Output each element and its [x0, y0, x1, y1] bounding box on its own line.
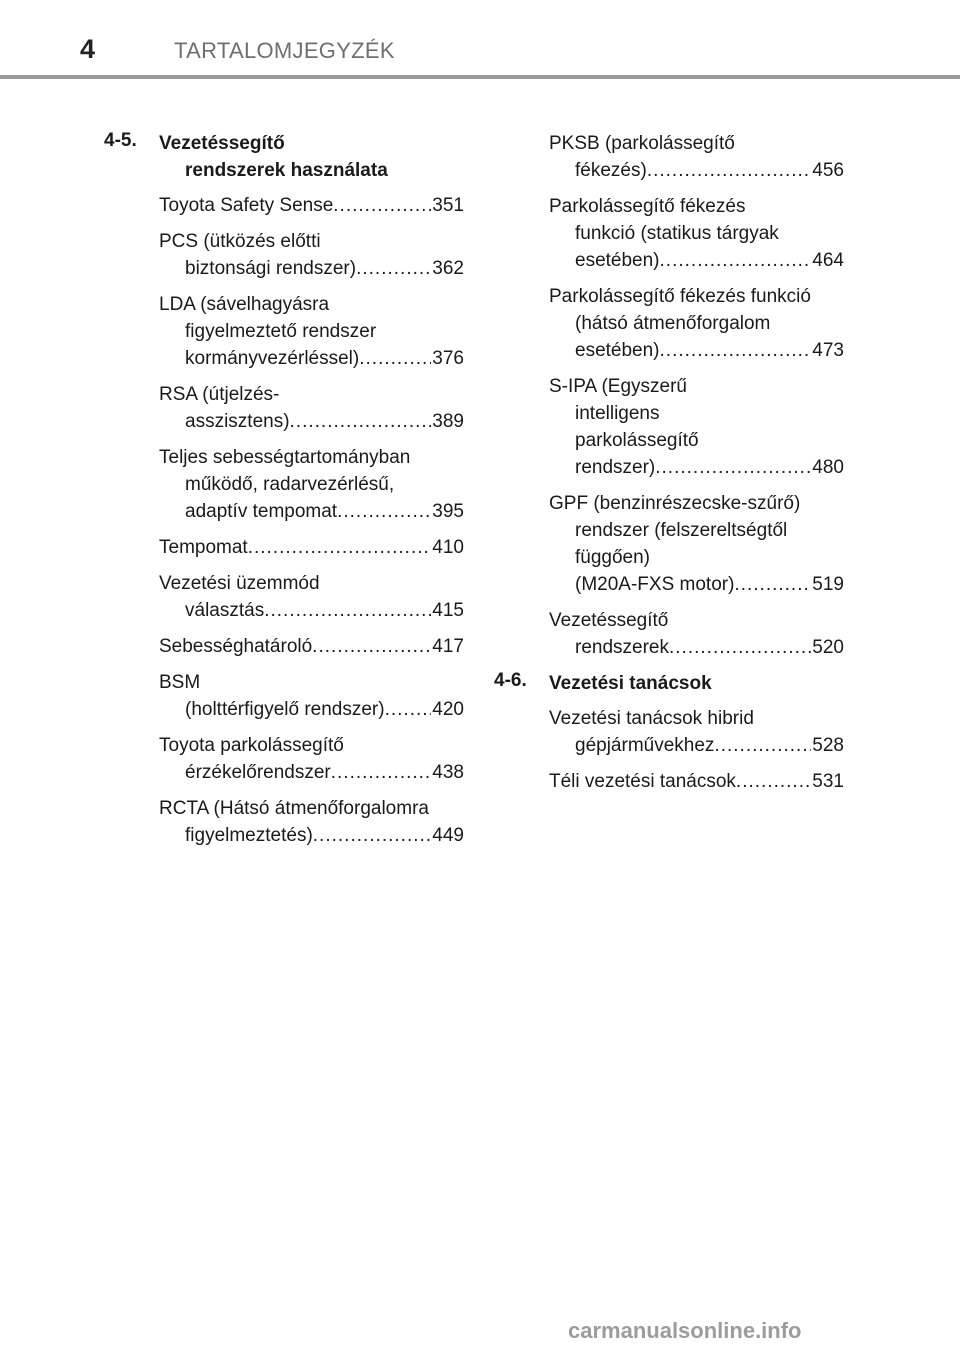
- dot-leader: [647, 157, 811, 184]
- toc-entry[interactable]: [159, 444, 464, 525]
- toc-entry-text: rendszer): [575, 457, 656, 478]
- dot-leader: [248, 534, 432, 561]
- toc-entry[interactable]: [549, 373, 844, 481]
- toc-entry[interactable]: [159, 381, 464, 435]
- toc-entry[interactable]: [159, 795, 464, 849]
- toc-page-number: 410: [432, 537, 464, 558]
- toc-page-number: 395: [432, 501, 464, 522]
- toc-entry[interactable]: [159, 228, 464, 282]
- toc-entry-text: Sebességhatároló: [159, 636, 313, 657]
- toc-page-number: 389: [432, 411, 464, 432]
- toc-entry-text: PCS (ütközés előtti: [159, 231, 321, 252]
- dot-leader: [385, 696, 432, 723]
- toc-entry-text: Teljes sebességtartományban: [159, 447, 411, 468]
- toc-entry-text: LDA (sávelhagyásra: [159, 294, 330, 315]
- toc-entry-text: asszisztens): [185, 411, 290, 432]
- dot-leader: [734, 571, 811, 598]
- dot-leader: [660, 337, 812, 364]
- toc-entry-text: S-IPA (Egyszerű: [549, 376, 687, 397]
- toc-entry-last-line: [159, 597, 464, 624]
- dot-leader: [264, 597, 431, 624]
- section-title: [159, 130, 399, 184]
- toc-entry-text: rendszerek: [575, 637, 669, 658]
- dot-leader: [331, 759, 432, 786]
- toc-entry-text: függően): [575, 547, 651, 568]
- toc-page-number: 417: [432, 636, 464, 657]
- toc-left-column: [104, 130, 464, 861]
- toc-entry-last-line: [549, 571, 844, 598]
- toc-page-number: 449: [432, 825, 464, 846]
- toc-entry-last-line: [549, 337, 844, 364]
- toc-entry-text: esetében): [575, 340, 660, 361]
- toc-section-4-6: [494, 670, 844, 795]
- dot-leader: [736, 768, 811, 795]
- section-title: [549, 670, 789, 697]
- toc-page-number: 480: [812, 457, 844, 478]
- toc-entry[interactable]: [549, 283, 844, 364]
- toc-entry[interactable]: [549, 705, 844, 759]
- toc-entry-last-line: [159, 255, 464, 282]
- toc-entry-last-line: [159, 534, 464, 561]
- toc-page-number: 456: [812, 160, 844, 181]
- toc-entry-text: Téli vezetési tanácsok: [549, 771, 736, 792]
- toc-entry-text: érzékelőrendszer: [185, 762, 331, 783]
- toc-entry[interactable]: [159, 669, 464, 723]
- toc-entry-last-line: [549, 768, 844, 795]
- toc-entry-text: Tempomat: [159, 537, 248, 558]
- dot-leader: [313, 822, 432, 849]
- toc-entry-text: (holttérfigyelő rendszer): [185, 699, 385, 720]
- toc-entry-text: GPF (benzinrészecske-szűrő): [549, 493, 801, 514]
- toc-page-number: 531: [812, 771, 844, 792]
- toc-entry-list: [549, 705, 844, 795]
- header-title: TARTALOMJEGYZÉK: [174, 38, 395, 63]
- dot-leader: [333, 192, 431, 219]
- toc-entry-text: esetében): [575, 250, 660, 271]
- toc-entry-text: rendszer (felszereltségtől: [575, 520, 788, 541]
- toc-entry-text: figyelmeztető rendszer: [185, 321, 377, 342]
- toc-entry-last-line: [549, 454, 844, 481]
- toc-entry-list: [159, 192, 464, 849]
- section-number: 4-5.: [104, 130, 137, 151]
- toc-entry-last-line: [159, 633, 464, 660]
- dot-leader: [714, 732, 811, 759]
- toc-entry-text: figyelmeztetés): [185, 825, 313, 846]
- toc-entry-text: (M20A-FXS motor): [575, 574, 735, 595]
- toc-entry-last-line: [159, 696, 464, 723]
- toc-entry-last-line: [159, 408, 464, 435]
- toc-page-number: 351: [432, 195, 464, 216]
- section-title-line: Vezetési tanácsok: [549, 673, 712, 694]
- toc-entry-last-line: [549, 157, 844, 184]
- toc-entry-text: RCTA (Hátsó átmenőforgalomra: [159, 798, 429, 819]
- dot-leader: [669, 634, 811, 661]
- toc-entry[interactable]: [159, 732, 464, 786]
- toc-entry-text: Parkolássegítő fékezés: [549, 196, 746, 217]
- toc-entry-last-line: [549, 247, 844, 274]
- toc-page-number: 420: [432, 699, 464, 720]
- section-title-line: rendszerek használata: [185, 160, 388, 181]
- toc-entry-text: gépjárművekhez: [575, 735, 715, 756]
- dot-leader: [655, 454, 811, 481]
- toc-entry-text: BSM: [159, 672, 201, 693]
- toc-entry-text: Toyota parkolássegítő: [159, 735, 344, 756]
- toc-section-4-5: [104, 130, 464, 849]
- toc-entry-text: parkolássegítő: [575, 430, 699, 451]
- watermark: carmanualsonline.info: [568, 1318, 802, 1343]
- toc-entry-text: fékezés): [575, 160, 647, 181]
- toc-entry-text: PKSB (parkolássegítő: [549, 133, 735, 154]
- toc-entry-text: Vezetési tanácsok hibrid: [549, 708, 754, 729]
- section-number: 4-6.: [494, 670, 527, 691]
- toc-entry-text: biztonsági rendszer): [185, 258, 357, 279]
- toc-entry[interactable]: [159, 291, 464, 372]
- toc-entry[interactable]: [549, 768, 844, 795]
- toc-entry-text: Vezetési üzemmód: [159, 573, 320, 594]
- toc-page-number: 528: [812, 735, 844, 756]
- dot-leader: [356, 255, 431, 282]
- toc-entry-text: (hátsó átmenőforgalom: [575, 313, 771, 334]
- dot-leader: [337, 498, 431, 525]
- toc-entry-text: Toyota Safety Sense: [159, 195, 334, 216]
- toc-entry-text: működő, radarvezérlésű,: [185, 474, 395, 495]
- dot-leader: [312, 633, 431, 660]
- toc-entry-last-line: [549, 732, 844, 759]
- toc-entry-last-line: [159, 498, 464, 525]
- toc-page-number: 520: [812, 637, 844, 658]
- header-divider: [0, 75, 960, 79]
- toc-page-number: 473: [812, 340, 844, 361]
- toc-entry-text: RSA (útjelzés-: [159, 384, 280, 405]
- toc-entry[interactable]: [159, 192, 464, 219]
- toc-entry[interactable]: [159, 633, 464, 660]
- page-number: 4: [80, 34, 96, 64]
- toc-page-number: 376: [432, 348, 464, 369]
- dot-leader: [660, 247, 812, 274]
- toc-entry-text: adaptív tempomat: [185, 501, 338, 522]
- toc-entry-text: Vezetéssegítő: [549, 610, 669, 631]
- toc-entry-last-line: [549, 634, 844, 661]
- toc-page-number: 362: [432, 258, 464, 279]
- dot-leader: [290, 408, 432, 435]
- toc-entry[interactable]: [549, 193, 844, 274]
- toc-entry-text: választás: [185, 600, 265, 621]
- toc-entry-text: intelligens: [575, 403, 660, 424]
- toc-entry-last-line: [159, 822, 464, 849]
- toc-page-number: 438: [432, 762, 464, 783]
- toc-entry-last-line: [159, 759, 464, 786]
- toc-entry[interactable]: [549, 607, 844, 661]
- toc-entry-text: funkció (statikus tárgyak: [575, 223, 779, 244]
- toc-entry-last-line: [159, 192, 464, 219]
- toc-entry[interactable]: [549, 130, 844, 184]
- toc-right-column: [494, 130, 844, 807]
- toc-entry-last-line: [159, 345, 464, 372]
- toc-page-number: 464: [812, 250, 844, 271]
- toc-entry[interactable]: [159, 570, 464, 624]
- toc-entry-text: Parkolássegítő fékezés funkció: [549, 286, 811, 307]
- page-header: [0, 0, 960, 80]
- toc-entry-text: kormányvezérléssel): [185, 348, 360, 369]
- toc-entry-list: [549, 130, 844, 661]
- toc-entry[interactable]: [159, 534, 464, 561]
- section-title-line: Vezetéssegítő: [159, 133, 285, 154]
- toc-page-number: 519: [812, 574, 844, 595]
- dot-leader: [359, 345, 431, 372]
- toc-page-number: 415: [432, 600, 464, 621]
- toc-entry[interactable]: [549, 490, 844, 598]
